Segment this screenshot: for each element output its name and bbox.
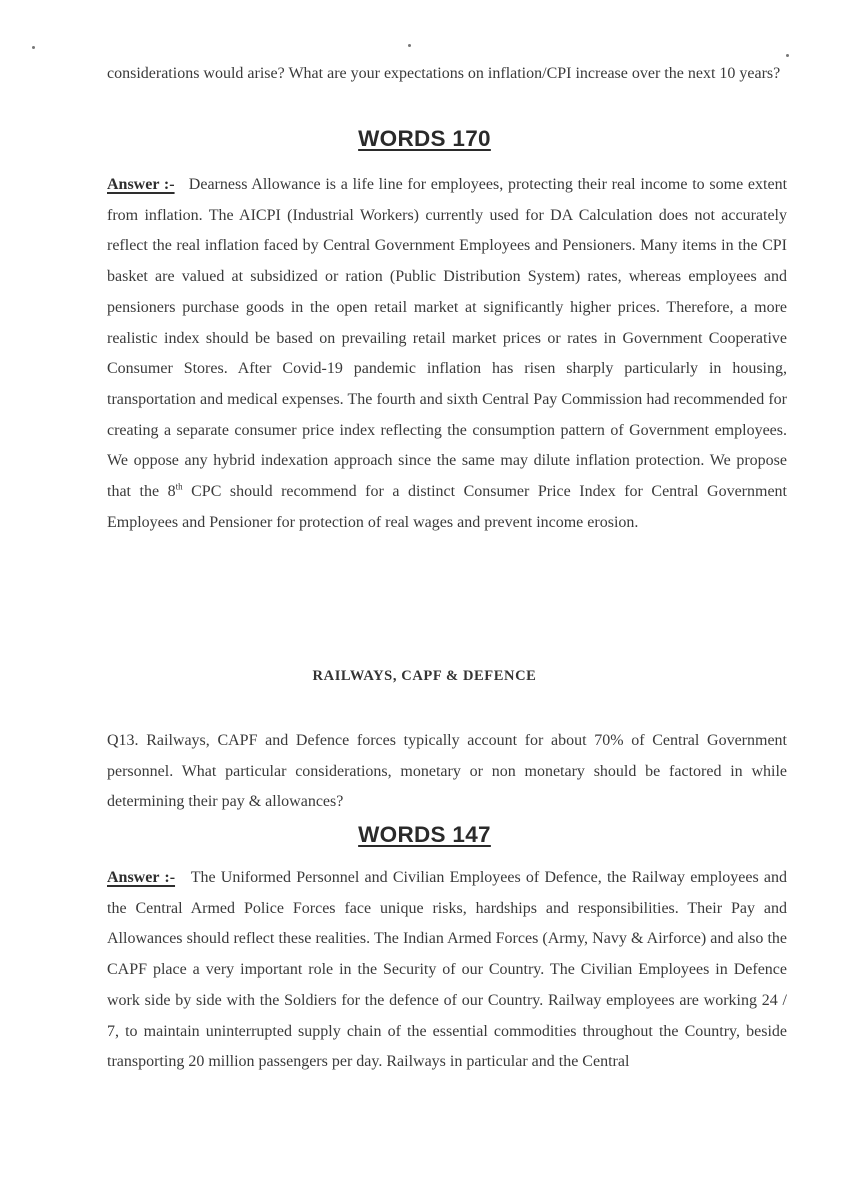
word-count-heading-2-text: WORDS 147 [358,822,491,847]
answer-1-ordinal-sup: th [175,481,183,492]
answer-paragraph-2 [107,863,787,1078]
word-count-heading-1-text: WORDS 170 [358,126,491,151]
word-count-heading-2 [0,822,849,848]
scan-speck [32,46,35,49]
answer-label-1: Answer :- [107,176,175,193]
answer-paragraph-1 [107,170,787,538]
section-title: RAILWAYS, CAPF & DEFENCE [312,668,537,684]
answer-label-2: Answer :- [107,869,176,886]
answer-2-text: The Uniformed Personnel and Civilian Employees of Defence, the Railway employees and the Central Armed Police Forces face unique risks, hardships and responsibilities. Their Pay and Allowances should reflect these realities. The Indian Armed Forces (Army, Navy & Airforce) and also the CAPF place a very important role in the Security of our Country. The Civilian Employees in Defence work side by side with the Soldiers for the defence of our Country. Railway employees are working 24 / 7, to maintain uninterrupted supply chain of the essential commodities throughout the Country, beside transporting 20 million passengers per day. Railways in particular and the Central [107,869,788,1071]
scan-speck [408,44,411,47]
answer-1-text-part1: Dearness Allowance is a life line for employees, protecting their real income to some extent from inflation. The AICPI (Industrial Workers) currently used for DA Calculation does not accurately reflect the real inflation faced by Central Government Employees and Pensioners. Many items in the CPI basket are valued at subsidized or ration (Public Distribution System) rates, whereas employees and pensioners purchase goods in the open retail market at significantly higher prices. Therefore, a more realistic index should be based on prevailing retail market prices or rates in Government Cooperative Consumer Stores. After Covid-19 pandemic inflation has risen sharply particularly in housing, transportation and medical expenses. The fourth and sixth Central Pay Commission had recommended for creating a separate consumer price index reflecting the consumption pattern of Government employees. We oppose any hybrid indexation approach since the same may dilute inflation protection. We propose that the 8 [107,176,788,501]
question-continuation: considerations would arise? What are your expectations on inflation/CPI increase over the next 10 years? [107,65,781,82]
question-13: Q13. Railways, CAPF and Defence forces typically account for about 70% of Central Government personnel. What particular considerations, monetary or non monetary should be factored in while determining their pay & allowances? [107,732,787,811]
scan-speck [786,54,789,57]
answer-1-text-part2: CPC should recommend for a distinct Consumer Price Index for Central Government Employees and Pensioner for protection of real wages and prevent income erosion. [107,483,787,531]
word-count-heading-1 [0,126,849,152]
